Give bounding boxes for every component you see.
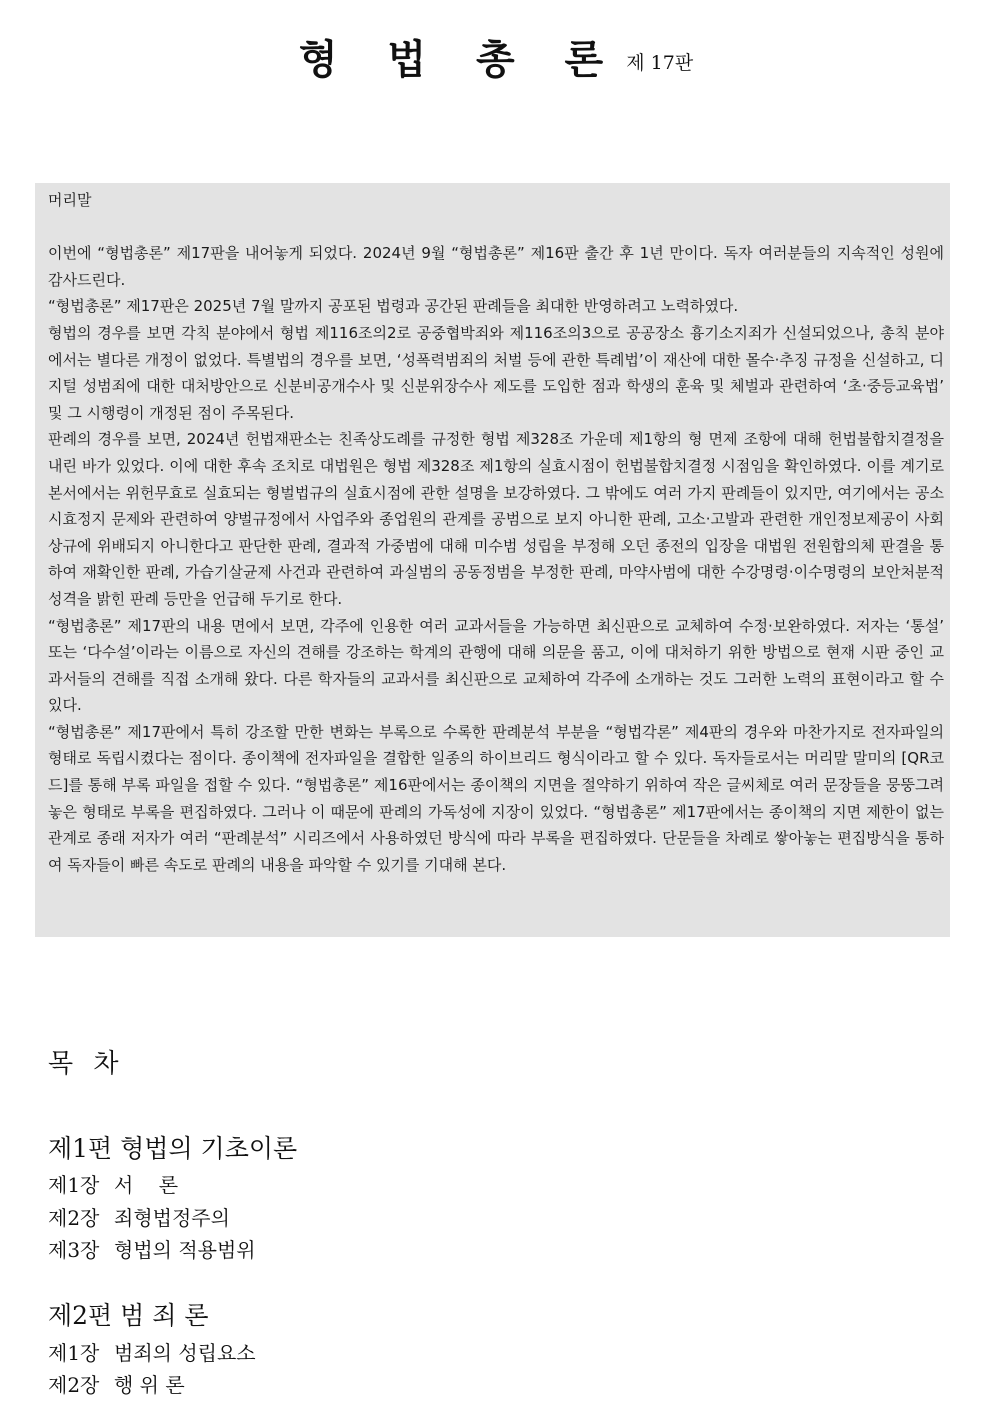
book-title-header: [0, 28, 992, 85]
preface-paragraph: “형법총론” 제17판의 내용 면에서 보면, 각주에 인용한 여러 교과서들을 가능하면 최신판으로 교체하여 수정·보완하였다. 저자는 ‘통설’ 또는 ‘다수설’이라는 이름으로 자신의 견해를 강조하는 학계의 관행에 대해 의문을 품고, 이에 대처하기 위한 방법으로 현재 시판 중인 교과서들의 견해를 직접 소개해 왔다. 다른 학자들의 교과서를 최신판으로 교체하여 각주에 소개하는 것도 그러한 노력의 표현이라고 할 수 있다.: [48, 616, 944, 715]
book-edition: 제 17판: [626, 52, 694, 74]
toc-chapter-title: 범죄의 성립요소: [114, 1341, 256, 1365]
toc-chapter-title: 서 론: [114, 1173, 179, 1197]
toc-part-2-title: 제2편 범 죄 론: [48, 1301, 209, 1330]
toc-chapter: [48, 1169, 178, 1198]
toc-chapter: [48, 1337, 256, 1366]
preface-paragraph: 이번에 “형법총론” 제17판을 내어놓게 되었다. 2024년 9월 “형법총론” 제16판 출간 후 1년 만이다. 독자 여러분들의 지속적인 성원에 감사드린다.: [48, 244, 944, 289]
preface-paragraph: 판례의 경우를 보면, 2024년 헌법재판소는 친족상도례를 규정한 형법 제328조 가운데 제1항의 형 면제 조항에 대해 헌법불합치결정을 내린 바가 있었다. 이에 대한 후속 조치로 대법원은 형법 제328조 제1항의 실효시점이 헌법불합치결정 시점임을 확인하였다. 이를 계기로 본서에서는 위헌무효로 실효되는 형벌법규의 실효시점에 관한 설명을 보강하였다. 그 밖에도 여러 가지 판례들이 있지만, 여기에서는 공소시효정지 문제와 관련하여 양벌규정에서 사업주와 종업원의 관계를 공범으로 보지 아니한 판례, 고소·고발과 관련한 개인정보제공이 사회상규에 위배되지 아니한다고 판단한 판례, 결과적 가중범에 대해 미수범 성립을 부정해 오던 종전의 입장을 대법원 전원합의체 판결을 통하여 재확인한 판례, 가습기살균제 사건과 관련하여 과실범의 공동정범을 부정한 판례, 마약사범에 대한 수강명령·이수명령의 보안처분적 성격을 밝힌 판례 등만을 언급해 두기로 한다.: [48, 430, 944, 608]
preface-paragraph: 형법의 경우를 보면 각칙 분야에서 형법 제116조의2로 공중협박죄와 제116조의3으로 공공장소 흉기소지죄가 신설되었으나, 총칙 분야에서는 별다른 개정이 없었다. 특별법의 경우를 보면, ‘성폭력범죄의 처벌 등에 관한 특례법’이 재산에 대한 몰수·추징 규정을 신설하고, 디지털 성범죄에 대한 대처방안으로 신분비공개수사 및 신분위장수사 제도를 도입한 점과 학생의 훈육 및 체벌과 관련하여 ‘초·중등교육법’ 및 그 시행령이 개정된 점이 주목된다.: [48, 323, 944, 422]
book-title: 형 법 총 론: [298, 37, 622, 83]
toc-title: 목 차: [48, 1049, 125, 1079]
toc-chapter-number: 제3장: [48, 1238, 100, 1262]
preface-paragraph: “형법총론” 제17판에서 특히 강조할 만한 변화는 부록으로 수록한 판례분석 부분을 “형법각론” 제4판의 경우와 마찬가지로 전자파일의 형태로 독립시켰다는 점이다. 종이책에 전자파일을 결합한 일종의 하이브리드 형식이라고 할 수 있다. 독자들로서는 머리말 말미의 [QR코드]를 통해 부록 파일을 접할 수 있다. “형법총론” 제16판에서는 종이책의 지면을 절약하기 위하여 작은 글씨체로 여러 문장들을 뭉뚱그려 놓은 형태로 부록을 편집하였다. 그러나 이 때문에 판례의 가독성에 지장이 있었다. “형법총론” 제17판에서는 종이책의 지면 제한이 없는 관계로 종래 저자가 여러 “판례분석” 시리즈에서 사용하였던 방식에 따라 부록을 편집하였다. 단문들을 차례로 쌓아놓는 편집방식을 통하여 독자들이 빠른 속도로 판례의 내용을 파악할 수 있기를 기대해 본다.: [48, 722, 944, 874]
toc-chapter: [48, 1234, 256, 1263]
toc-part-1-title: 제1편 형법의 기초이론: [48, 1134, 298, 1163]
toc-chapter: [48, 1369, 185, 1398]
preface-box: [35, 183, 950, 937]
toc-chapter-title: 행 위 론: [114, 1373, 185, 1397]
toc-chapter-title: 형법의 적용범위: [114, 1238, 256, 1262]
toc-chapter-title: 죄형법정주의: [114, 1206, 230, 1230]
preface-paragraph: “형법총론” 제17판은 2025년 7월 말까지 공포된 법령과 공간된 판례들을 최대한 반영하려고 노력하였다.: [48, 297, 739, 316]
preface-heading: 머리말: [48, 191, 92, 209]
toc-chapter-number: 제2장: [48, 1206, 100, 1230]
toc-chapter-number: 제1장: [48, 1173, 100, 1197]
toc-chapter: [48, 1202, 230, 1231]
toc-chapter-number: 제2장: [48, 1373, 100, 1397]
toc-chapter-number: 제1장: [48, 1341, 100, 1365]
